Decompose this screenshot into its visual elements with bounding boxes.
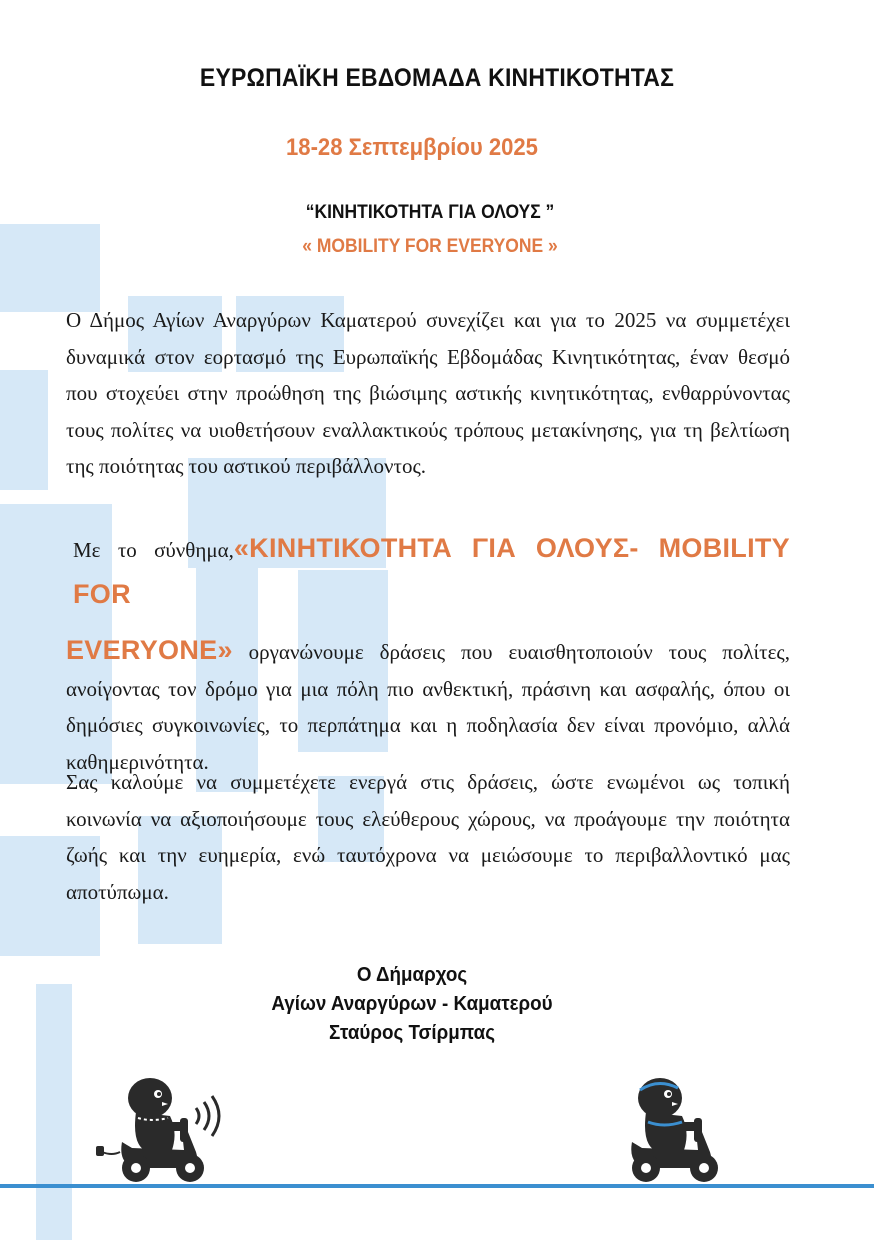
- page-title: ΕΥΡΩΠΑΪΚΗ ΕΒΔΟΜΑΔΑ ΚΙΝΗΤΙΚΟΤΗΤΑΣ: [199, 64, 675, 92]
- slogan-greek: “ΚΙΝΗΤΙΚΟΤΗΤΑ ΓΙΑ ΟΛΟΥΣ ”: [305, 202, 555, 223]
- electric-scooter-rider-icon: [92, 1072, 232, 1184]
- event-dates: 18-28 Σεπτεμβρίου 2025: [286, 134, 538, 161]
- slogan-english: « MOBILITY FOR EVERYONE »: [302, 236, 558, 257]
- slogan-highlight-1: «ΚΙΝΗΤΙΚΟΤΗΤΑ ΓΙΑ ΟΛΟΥΣ- MOBILITY FOR: [73, 533, 790, 609]
- slogan-line: [66, 526, 790, 618]
- slogan-highlight-2: EVERYONE»: [66, 635, 233, 665]
- signature-role: Ο Δήμαρχος: [356, 964, 468, 986]
- signature-name: Σταύρος Τσίρμπας: [329, 1022, 495, 1044]
- slogan-prefix: Με το σύνθημα,: [73, 538, 234, 562]
- slogan-continuation: [66, 632, 790, 780]
- paragraph-invitation: Σας καλούμε να συμμετέχετε ενεργά στις δράσεις, ώστε ενωμένοι ως τοπική κοινωνία να αξιοποιήσουμε τους ελεύθερους χώρους, να προάγουμε την ποιότητα ζωής και την ευημερία, ενώ ταυτόχρονα να μειώσουμε το περιβαλλοντικό μας αποτύπωμα.: [66, 770, 790, 904]
- scooter-rider-icon: [612, 1074, 742, 1184]
- paragraph-slogan-rest: οργανώνουμε δράσεις που ευαισθητοποιούν τους πολίτες, ανοίγοντας τον δρόμο για μια πόλη πιο ανθεκτική, πράσινη και ασφαλής, όπου οι δημόσιες συγκοινωνίες, το περπάτημα και η ποδηλασία δεν είναι προνόμιο, αλλά καθημερινότητα.: [66, 640, 790, 774]
- signature-municipality: Αγίων Αναργύρων - Καματερού: [271, 993, 553, 1015]
- paragraph-intro: Ο Δήμος Αγίων Αναργύρων Καματερού συνεχίζει και για το 2025 να συμμετέχει δυναμικά στον εορτασμό της Ευρωπαϊκής Εβδομάδας Κινητικότητας, έναν θεσμό που στοχεύει στην προώθηση της βιώσιμης αστικής κινητικότητας, ενθαρρύνοντας τους πολίτες να υιοθετήσουν εναλλακτικούς τρόπους μετακίνησης, για τη βελτίωση της ποιότητας του αστικού περιβάλλοντος.: [66, 308, 790, 478]
- paragraph-slogan: [66, 526, 790, 780]
